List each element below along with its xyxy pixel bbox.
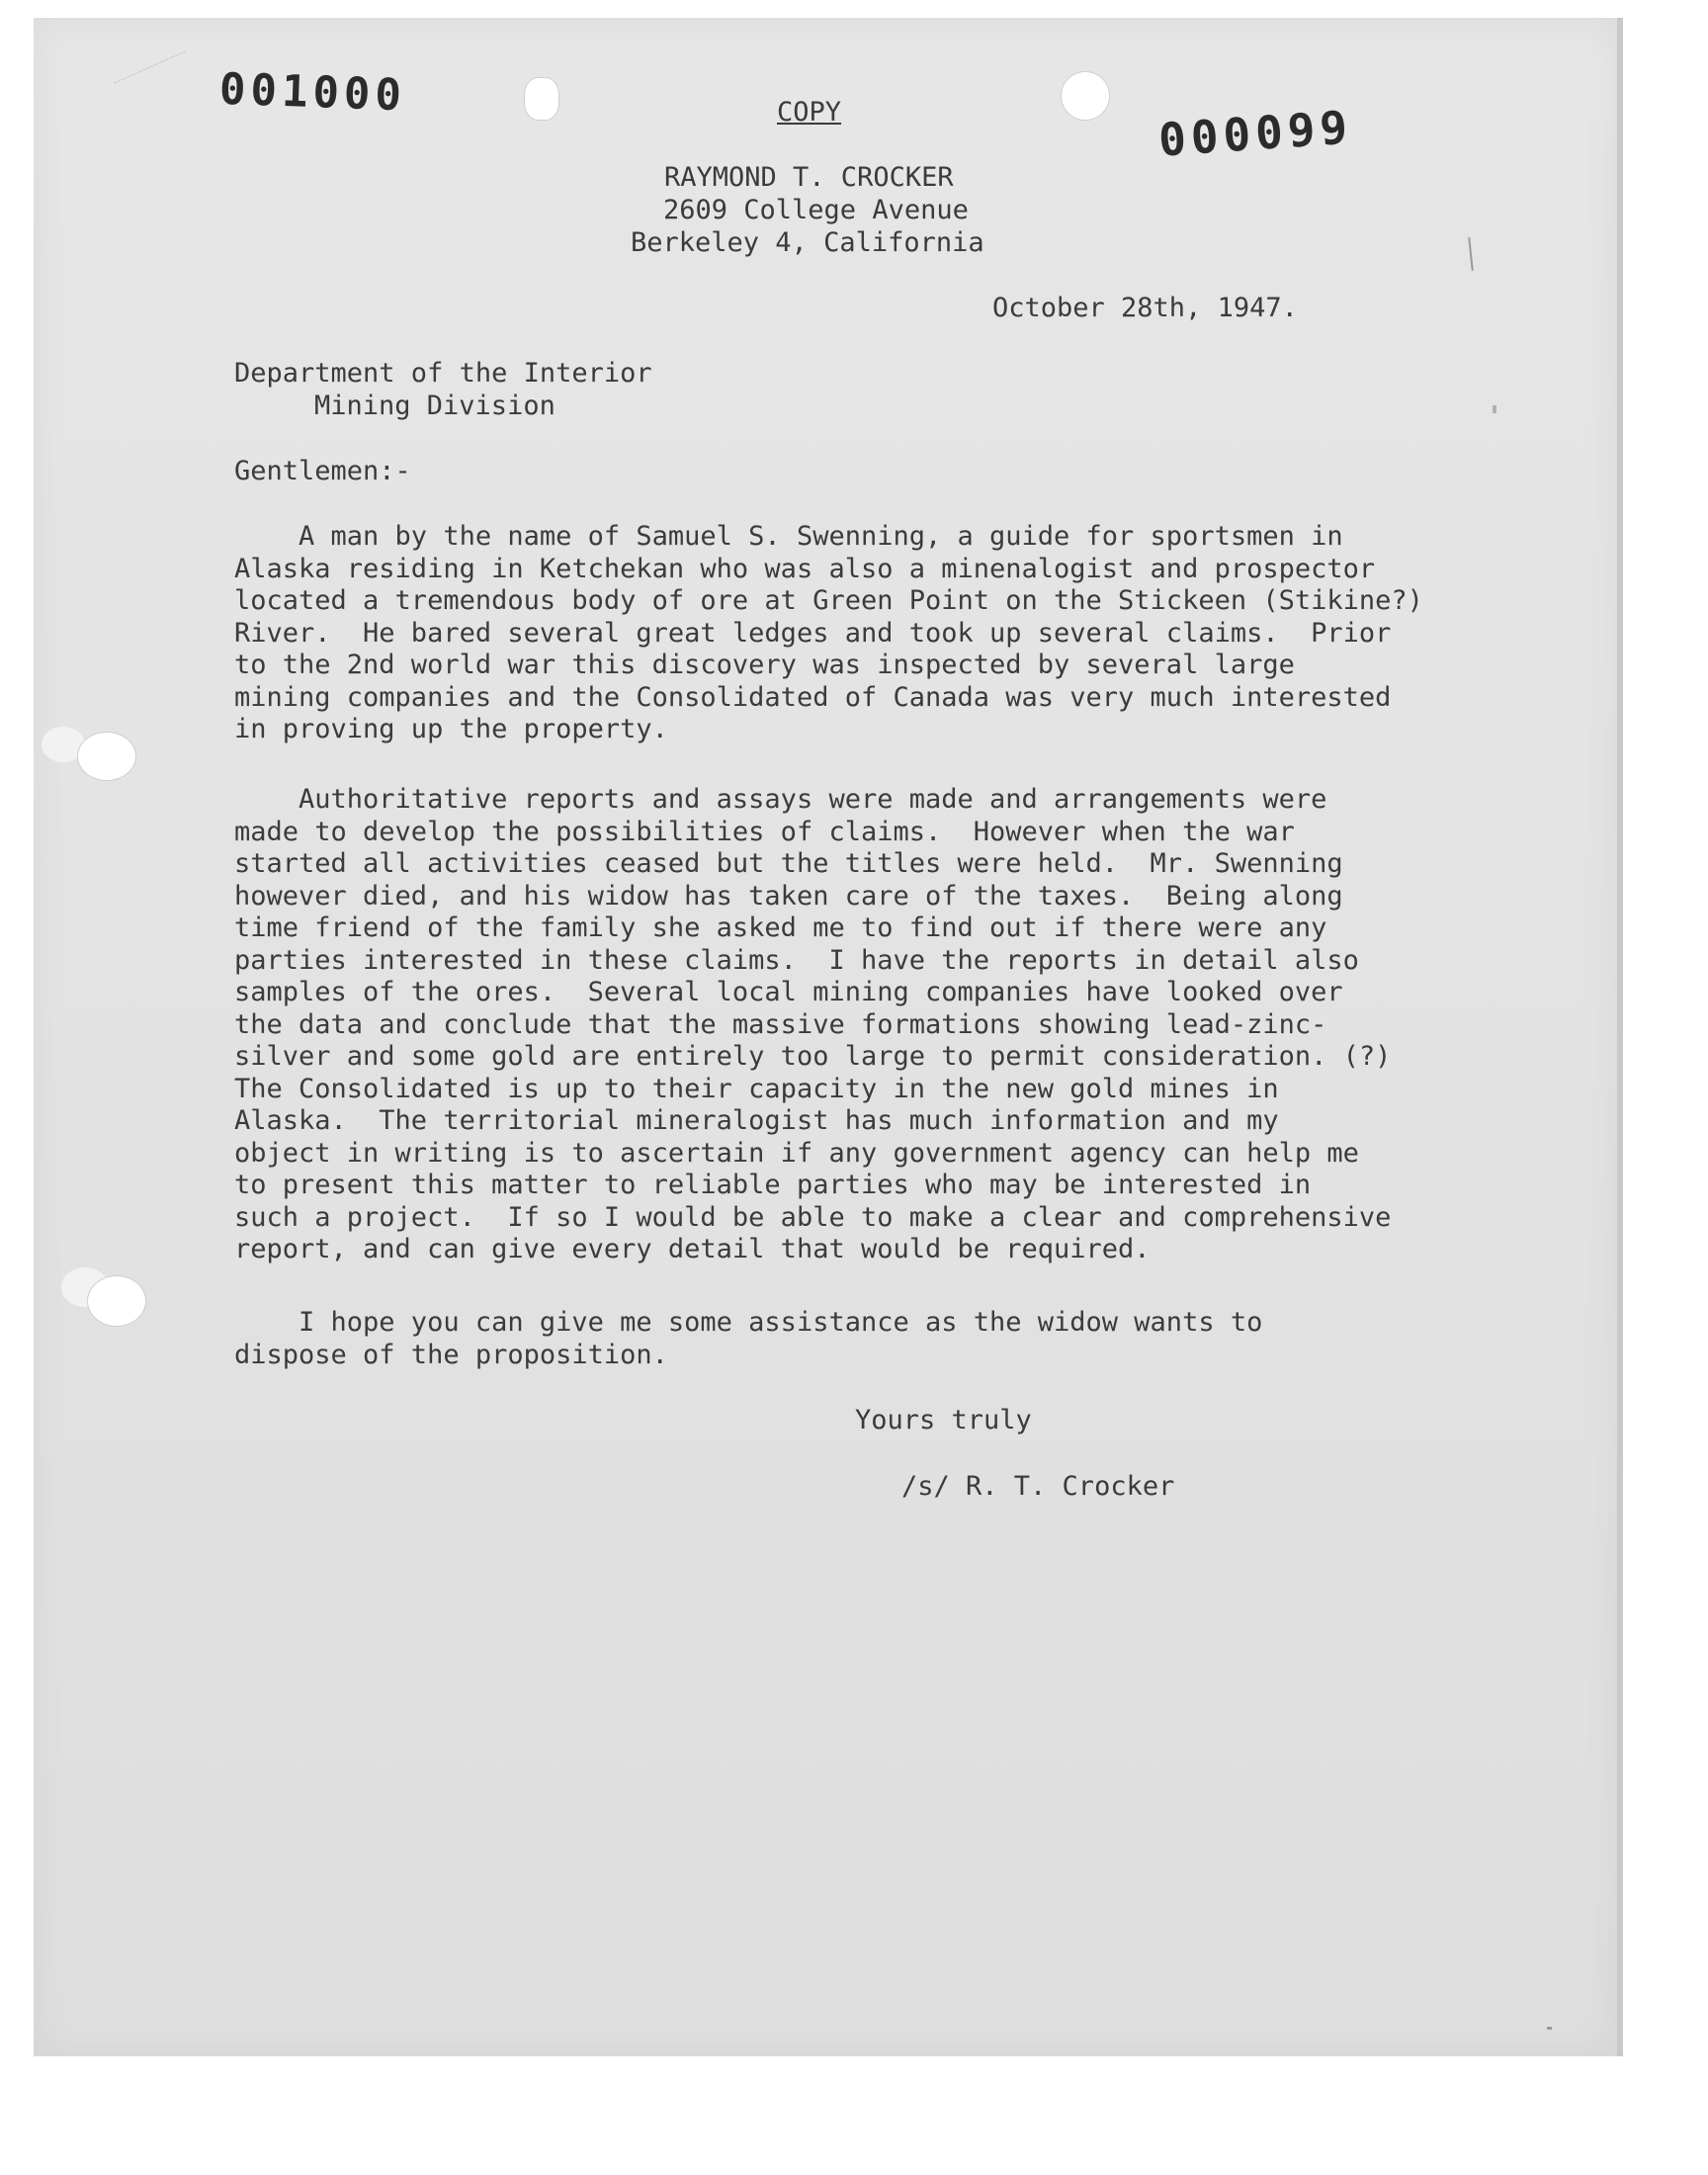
paragraph-line: I hope you can give me some assistance as the widow wants to xyxy=(234,1307,1263,1338)
paragraph-line: made to develop the possibilities of claims. However when the war xyxy=(234,816,1295,847)
recipient-line-1: Department of the Interior xyxy=(234,358,652,389)
salutation: Gentlemen:- xyxy=(234,456,411,486)
speck-mark xyxy=(1547,2027,1552,2030)
paragraph-line: such a project. If so I would be able to make a clear and comprehensive xyxy=(234,1201,1392,1233)
stamp-number-left: 001000 xyxy=(218,63,407,122)
punch-hole xyxy=(77,732,136,781)
paragraph-line: dispose of the proposition. xyxy=(234,1339,668,1370)
copy-label: COPY xyxy=(777,97,842,128)
punch-hole xyxy=(1061,71,1110,121)
paragraph-line: samples of the ores. Several local mining companies have looked over xyxy=(234,977,1343,1007)
paragraph-line: report, and can give every detail that would be required. xyxy=(234,1234,1151,1264)
paragraph-line: located a tremendous body of ore at Green Point on the Stickeen (Stikine?) xyxy=(234,585,1423,616)
signature: /s/ R. T. Crocker xyxy=(901,1471,1175,1502)
paragraph-line: A man by the name of Samuel S. Swenning, a guide for sportsmen in xyxy=(234,521,1343,552)
paragraph-line: however died, and his widow has taken care of the taxes. Being along xyxy=(234,880,1343,912)
body-paragraph-2 xyxy=(234,784,1480,1266)
body-paragraph-1 xyxy=(234,521,1480,746)
paragraph-line: silver and some gold are entirely too large to permit consideration. (?) xyxy=(234,1041,1392,1072)
paragraph-line: object in writing is to ascertain if any government agency can help me xyxy=(234,1137,1359,1169)
paragraph-line: The Consolidated is up to their capacity in the new gold mines in xyxy=(234,1073,1279,1104)
paragraph-line: mining companies and the Consolidated of Canada was very much interested xyxy=(234,681,1392,713)
paragraph-line: the data and conclude that the massive formations showing lead-zinc- xyxy=(234,1008,1327,1040)
paragraph-line: to the 2nd world war this discovery was inspected by several large xyxy=(234,650,1295,680)
paragraph-line: Authoritative reports and assays were made and arrangements were xyxy=(234,784,1327,815)
sender-address-line-2: Berkeley 4, California xyxy=(631,227,984,258)
sender-address-line-1: 2609 College Avenue xyxy=(663,195,969,225)
paragraph-line: Alaska residing in Ketchekan who was also a minenalogist and prospector xyxy=(234,553,1376,584)
recipient-line-2: Mining Division xyxy=(314,391,555,421)
paragraph-line: parties interested in these claims. I have the reports in detail also xyxy=(234,944,1359,976)
paragraph-line: Alaska. The territorial mineralogist has much information and my xyxy=(234,1105,1279,1136)
punch-hole xyxy=(87,1275,146,1327)
stamp-number-right: 000099 xyxy=(1156,100,1354,167)
body-paragraph-3 xyxy=(234,1307,1480,1371)
sender-name: RAYMOND T. CROCKER xyxy=(664,162,954,193)
page-edge xyxy=(1617,18,1623,2056)
paragraph-line: in proving up the property. xyxy=(234,714,668,744)
punch-hole xyxy=(524,77,559,121)
paragraph-line: to present this matter to reliable parties who may be interested in xyxy=(234,1170,1312,1200)
paragraph-line: River. He bared several great ledges and took up several claims. Prior xyxy=(234,617,1392,649)
speck-mark xyxy=(1493,405,1496,413)
paragraph-line: time friend of the family she asked me to find out if there were any xyxy=(234,913,1327,943)
closing: Yours truly xyxy=(855,1405,1032,1436)
letter-date: October 28th, 1947. xyxy=(992,293,1298,323)
paragraph-line: started all activities ceased but the titles were held. Mr. Swenning xyxy=(234,848,1343,879)
